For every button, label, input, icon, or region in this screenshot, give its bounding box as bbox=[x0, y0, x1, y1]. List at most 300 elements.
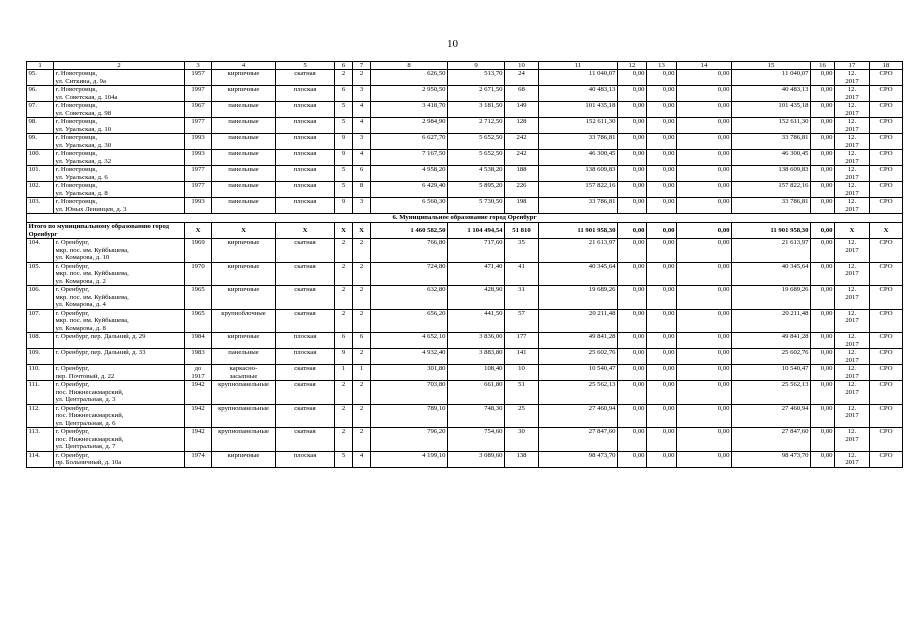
table-cell: 3 089,60 bbox=[448, 451, 505, 467]
row-number: 112. bbox=[27, 404, 54, 428]
table-cell: панельные bbox=[212, 182, 276, 198]
table-cell: 40 483,13 bbox=[732, 86, 811, 102]
table-row bbox=[27, 262, 903, 286]
table-cell: 1 bbox=[335, 365, 353, 381]
table-cell: 12. 2017 bbox=[835, 239, 870, 263]
column-number: 12 bbox=[618, 62, 647, 70]
table-cell: кирпичные bbox=[212, 286, 276, 310]
table-cell: 1974 bbox=[185, 451, 212, 467]
column-number: 8 bbox=[371, 62, 448, 70]
table-cell: 242 bbox=[505, 134, 539, 150]
table-cell: 6 bbox=[335, 333, 353, 349]
table-cell: 0,00 bbox=[677, 198, 732, 214]
table-cell: СРО bbox=[870, 150, 903, 166]
row-number: 104. bbox=[27, 239, 54, 263]
table-cell: 12. 2017 bbox=[835, 150, 870, 166]
table-cell: СРО bbox=[870, 365, 903, 381]
table-cell: 11 040,07 bbox=[732, 70, 811, 86]
table-cell: 25 602,76 bbox=[732, 349, 811, 365]
table-cell: 2 bbox=[353, 286, 371, 310]
table-cell: 0,00 bbox=[811, 150, 835, 166]
table-cell: 5 bbox=[335, 166, 353, 182]
table-cell: 0,00 bbox=[618, 309, 647, 333]
column-number: 16 bbox=[811, 62, 835, 70]
table-cell: 0,00 bbox=[677, 286, 732, 310]
table-cell: 0,00 bbox=[647, 86, 677, 102]
table-cell: плоская bbox=[276, 134, 335, 150]
table-cell: 632,80 bbox=[371, 286, 448, 310]
table-cell: панельные bbox=[212, 198, 276, 214]
table-cell: 2 671,50 bbox=[448, 86, 505, 102]
row-number: 100. bbox=[27, 150, 54, 166]
table-cell: панельные bbox=[212, 102, 276, 118]
table-cell: СРО bbox=[870, 309, 903, 333]
table-cell: 12. 2017 bbox=[835, 262, 870, 286]
table-cell: 41 bbox=[505, 262, 539, 286]
table-cell: 2 bbox=[335, 262, 353, 286]
table-cell: 108,40 bbox=[448, 365, 505, 381]
table-cell: 1983 bbox=[185, 349, 212, 365]
table-cell: 138 bbox=[505, 451, 539, 467]
table-cell: 40 345,64 bbox=[539, 262, 618, 286]
table-cell: 5 bbox=[335, 451, 353, 467]
table-cell: 12. 2017 bbox=[835, 102, 870, 118]
table-cell: СРО bbox=[870, 118, 903, 134]
table-row bbox=[27, 309, 903, 333]
table-cell: 0,00 bbox=[811, 118, 835, 134]
column-number: 5 bbox=[276, 62, 335, 70]
table-cell: 0,00 bbox=[647, 333, 677, 349]
table-cell: 21 613,97 bbox=[732, 239, 811, 263]
table-cell: крупноблочные bbox=[212, 309, 276, 333]
row-number: 97. bbox=[27, 102, 54, 118]
table-cell: 0,00 bbox=[677, 349, 732, 365]
table-cell: 2 bbox=[353, 349, 371, 365]
table-cell: 0,00 bbox=[811, 286, 835, 310]
table-cell: 0,00 bbox=[647, 404, 677, 428]
table-cell: 152 611,30 bbox=[732, 118, 811, 134]
table-cell: кирпичные bbox=[212, 262, 276, 286]
table-cell: 0,00 bbox=[618, 365, 647, 381]
table-cell: скатная bbox=[276, 70, 335, 86]
table-cell: скатная bbox=[276, 365, 335, 381]
table-cell: 0,00 bbox=[811, 134, 835, 150]
total-cell: 11 901 958,30 bbox=[732, 223, 811, 239]
table-cell: 2 712,50 bbox=[448, 118, 505, 134]
table-cell: 724,80 bbox=[371, 262, 448, 286]
table-cell: кирпичные bbox=[212, 451, 276, 467]
section-title: 6. Муниципальное образование город Оренбург bbox=[27, 214, 903, 223]
table-cell: плоская bbox=[276, 86, 335, 102]
table-cell: 0,00 bbox=[811, 182, 835, 198]
table-cell: 46 300,45 bbox=[539, 150, 618, 166]
table-cell: 0,00 bbox=[677, 182, 732, 198]
row-number: 106. bbox=[27, 286, 54, 310]
column-number: 14 bbox=[677, 62, 732, 70]
table-row bbox=[27, 86, 903, 102]
table-cell: 717,60 bbox=[448, 239, 505, 263]
table-cell: 0,00 bbox=[618, 150, 647, 166]
table-cell: 626,50 bbox=[371, 70, 448, 86]
table-cell: СРО bbox=[870, 102, 903, 118]
table-cell: 2 bbox=[335, 381, 353, 405]
address-cell: г. Оренбург, пер. Дальний, д. 29 bbox=[54, 333, 185, 349]
column-number: 18 bbox=[870, 62, 903, 70]
table-cell: СРО bbox=[870, 333, 903, 349]
row-number: 96. bbox=[27, 86, 54, 102]
table-cell: 0,00 bbox=[618, 381, 647, 405]
row-number: 114. bbox=[27, 451, 54, 467]
table-cell: 9 bbox=[335, 150, 353, 166]
row-number: 109. bbox=[27, 349, 54, 365]
table-cell: 0,00 bbox=[811, 166, 835, 182]
total-cell: Х bbox=[835, 223, 870, 239]
table-cell: 3 bbox=[353, 134, 371, 150]
table-cell: 0,00 bbox=[618, 262, 647, 286]
table-cell: 0,00 bbox=[811, 349, 835, 365]
table-cell: панельные bbox=[212, 150, 276, 166]
table-cell: 10 540,47 bbox=[732, 365, 811, 381]
table-cell: 0,00 bbox=[811, 70, 835, 86]
table-row bbox=[27, 349, 903, 365]
table-cell: 12. 2017 bbox=[835, 309, 870, 333]
table-cell: 0,00 bbox=[618, 134, 647, 150]
table-cell: кирпичные bbox=[212, 333, 276, 349]
address-cell: г. Новотроицк, ул. Советская, д. 104а bbox=[54, 86, 185, 102]
table-cell: 0,00 bbox=[677, 333, 732, 349]
table-cell: 0,00 bbox=[811, 262, 835, 286]
table-cell: 12. 2017 bbox=[835, 166, 870, 182]
row-number: 107. bbox=[27, 309, 54, 333]
table-cell: 0,00 bbox=[647, 451, 677, 467]
table-cell: 0,00 bbox=[647, 182, 677, 198]
table-row bbox=[27, 182, 903, 198]
table-cell: 12. 2017 bbox=[835, 428, 870, 452]
table-cell: 12. 2017 bbox=[835, 70, 870, 86]
table-cell: 12. 2017 bbox=[835, 349, 870, 365]
table-cell: 0,00 bbox=[647, 102, 677, 118]
table-cell: 4 199,10 bbox=[371, 451, 448, 467]
table-cell: 2 bbox=[335, 70, 353, 86]
table-cell: 4 538,20 bbox=[448, 166, 505, 182]
row-number: 99. bbox=[27, 134, 54, 150]
table-cell: 2 bbox=[353, 381, 371, 405]
table-cell: 12. 2017 bbox=[835, 182, 870, 198]
table-cell: 766,80 bbox=[371, 239, 448, 263]
table-cell: 157 822,16 bbox=[539, 182, 618, 198]
column-number: 7 bbox=[353, 62, 371, 70]
table-cell: скатная bbox=[276, 381, 335, 405]
total-cell: Х bbox=[353, 223, 371, 239]
section-title-row bbox=[27, 214, 903, 223]
table-cell: панельные bbox=[212, 166, 276, 182]
table-cell: 9 bbox=[335, 134, 353, 150]
table-cell: 157 822,16 bbox=[732, 182, 811, 198]
table-cell: 49 841,28 bbox=[732, 333, 811, 349]
table-cell: 33 786,81 bbox=[732, 198, 811, 214]
table-cell: 2 bbox=[353, 262, 371, 286]
table-cell: скатная bbox=[276, 309, 335, 333]
table-cell: плоская bbox=[276, 333, 335, 349]
table-cell: 128 bbox=[505, 118, 539, 134]
column-number: 10 bbox=[505, 62, 539, 70]
table-cell: 33 786,81 bbox=[539, 198, 618, 214]
address-cell: г. Оренбург, пос. Нижнесакмарский, ул. Центральная, д. 3 bbox=[54, 381, 185, 405]
table-cell: СРО bbox=[870, 166, 903, 182]
total-cell: 0,00 bbox=[618, 223, 647, 239]
table-cell: 0,00 bbox=[647, 70, 677, 86]
table-cell: 0,00 bbox=[677, 70, 732, 86]
table-cell: 0,00 bbox=[618, 239, 647, 263]
table-cell: 0,00 bbox=[647, 286, 677, 310]
table-cell: СРО bbox=[870, 451, 903, 467]
row-number: 95. bbox=[27, 70, 54, 86]
table-cell: 138 609,83 bbox=[732, 166, 811, 182]
table-cell: 19 689,26 bbox=[732, 286, 811, 310]
table-cell: 2 bbox=[353, 428, 371, 452]
table-cell: 0,00 bbox=[618, 118, 647, 134]
table-cell: 0,00 bbox=[618, 86, 647, 102]
table-cell: СРО bbox=[870, 70, 903, 86]
table-cell: 51 bbox=[505, 381, 539, 405]
column-number: 11 bbox=[539, 62, 618, 70]
table-cell: 2 bbox=[335, 239, 353, 263]
table-cell: 33 786,81 bbox=[732, 134, 811, 150]
table-cell: кирпичные bbox=[212, 239, 276, 263]
table-cell: 1942 bbox=[185, 404, 212, 428]
table-cell: 0,00 bbox=[618, 182, 647, 198]
table-cell: 12. 2017 bbox=[835, 86, 870, 102]
table-cell: 0,00 bbox=[647, 428, 677, 452]
address-cell: г. Новотроицк, ул. Уральская, д. 8 bbox=[54, 182, 185, 198]
table-cell: 12. 2017 bbox=[835, 118, 870, 134]
table-cell: 3 181,50 bbox=[448, 102, 505, 118]
table-cell: 40 483,13 bbox=[539, 86, 618, 102]
table-cell: 0,00 bbox=[677, 404, 732, 428]
table-cell: 1957 bbox=[185, 70, 212, 86]
address-cell: г. Оренбург, мкр. пос. им. Куйбышева, ул. Комарова, д. 10 bbox=[54, 239, 185, 263]
table-cell: плоская bbox=[276, 182, 335, 198]
table-cell: 24 bbox=[505, 70, 539, 86]
table-cell: 7 167,50 bbox=[371, 150, 448, 166]
table-cell: 226 bbox=[505, 182, 539, 198]
table-cell: 0,00 bbox=[811, 198, 835, 214]
table-row bbox=[27, 118, 903, 134]
table-cell: 188 bbox=[505, 166, 539, 182]
table-cell: 0,00 bbox=[677, 365, 732, 381]
table-cell: панельные bbox=[212, 134, 276, 150]
table-cell: 0,00 bbox=[647, 262, 677, 286]
total-cell: 0,00 bbox=[677, 223, 732, 239]
table-cell: 2 bbox=[353, 70, 371, 86]
table-row bbox=[27, 150, 903, 166]
table-cell: 1965 bbox=[185, 309, 212, 333]
table-cell: 1993 bbox=[185, 134, 212, 150]
table-cell: 0,00 bbox=[811, 451, 835, 467]
column-number: 17 bbox=[835, 62, 870, 70]
table-cell: 0,00 bbox=[677, 102, 732, 118]
table-cell: 25 602,76 bbox=[539, 349, 618, 365]
table-cell: 2 bbox=[335, 286, 353, 310]
table-cell: 46 300,45 bbox=[732, 150, 811, 166]
total-cell: Х bbox=[276, 223, 335, 239]
total-cell: 1 104 494,54 bbox=[448, 223, 505, 239]
table-cell: 98 473,70 bbox=[539, 451, 618, 467]
table-cell: 12. 2017 bbox=[835, 134, 870, 150]
table-cell: СРО bbox=[870, 134, 903, 150]
table-cell: 1984 bbox=[185, 333, 212, 349]
table-cell: 2 bbox=[335, 309, 353, 333]
table-cell: СРО bbox=[870, 349, 903, 365]
table-cell: 138 609,83 bbox=[539, 166, 618, 182]
table-cell: 141 bbox=[505, 349, 539, 365]
table-cell: 5 bbox=[335, 118, 353, 134]
table-cell: 198 bbox=[505, 198, 539, 214]
table-cell: 1977 bbox=[185, 166, 212, 182]
table-cell: 789,10 bbox=[371, 404, 448, 428]
table-cell: 20 211,48 bbox=[732, 309, 811, 333]
table-cell: 796,20 bbox=[371, 428, 448, 452]
address-cell: г. Новотроицк, ул. Уральская, д. 6 bbox=[54, 166, 185, 182]
table-row bbox=[27, 365, 903, 381]
table-cell: 27 847,60 bbox=[539, 428, 618, 452]
total-cell: 51 810 bbox=[505, 223, 539, 239]
table-cell: плоская bbox=[276, 451, 335, 467]
table-cell: СРО bbox=[870, 286, 903, 310]
total-cell: 0,00 bbox=[647, 223, 677, 239]
table-row bbox=[27, 428, 903, 452]
table-cell: 301,80 bbox=[371, 365, 448, 381]
table-cell: 25 562,13 bbox=[732, 381, 811, 405]
table-row bbox=[27, 134, 903, 150]
address-cell: г. Новотроицк, ул. Уральская, д. 30 bbox=[54, 134, 185, 150]
table-cell: 31 bbox=[505, 286, 539, 310]
row-number: 111. bbox=[27, 381, 54, 405]
table-cell: СРО bbox=[870, 86, 903, 102]
table-cell: 20 211,48 bbox=[539, 309, 618, 333]
table-cell: СРО bbox=[870, 182, 903, 198]
row-number: 108. bbox=[27, 333, 54, 349]
table-cell: 9 bbox=[335, 349, 353, 365]
table-cell: 0,00 bbox=[811, 381, 835, 405]
table-cell: 2 bbox=[335, 404, 353, 428]
table-cell: 6 bbox=[353, 333, 371, 349]
table-cell: 10 540,47 bbox=[539, 365, 618, 381]
table-cell: 9 bbox=[335, 198, 353, 214]
table-cell: 0,00 bbox=[618, 333, 647, 349]
row-number: 102. bbox=[27, 182, 54, 198]
column-number: 13 bbox=[647, 62, 677, 70]
table-cell: 0,00 bbox=[618, 198, 647, 214]
table-cell: 4 bbox=[353, 150, 371, 166]
table-cell: 2 950,50 bbox=[371, 86, 448, 102]
table-row bbox=[27, 286, 903, 310]
table-cell: 0,00 bbox=[618, 404, 647, 428]
table-cell: 2 bbox=[335, 428, 353, 452]
table-cell: 0,00 bbox=[618, 70, 647, 86]
table-cell: 57 bbox=[505, 309, 539, 333]
table-cell: 4 932,40 bbox=[371, 349, 448, 365]
table-cell: 5 730,50 bbox=[448, 198, 505, 214]
total-cell: 0,00 bbox=[811, 223, 835, 239]
table-cell: панельные bbox=[212, 118, 276, 134]
table-cell: 0,00 bbox=[677, 262, 732, 286]
table-cell: 12. 2017 bbox=[835, 286, 870, 310]
table-cell: 0,00 bbox=[677, 150, 732, 166]
table-cell: 1967 bbox=[185, 102, 212, 118]
table-cell: 0,00 bbox=[811, 404, 835, 428]
table-cell: 0,00 bbox=[647, 239, 677, 263]
table-cell: 21 613,97 bbox=[539, 239, 618, 263]
table-cell: 1993 bbox=[185, 198, 212, 214]
table-row bbox=[27, 166, 903, 182]
table-cell: 4 652,10 bbox=[371, 333, 448, 349]
row-number: 101. bbox=[27, 166, 54, 182]
address-cell: г. Оренбург, мкр. пос. им. Куйбышева, ул. Комарова, д. 2 bbox=[54, 262, 185, 286]
table-cell: СРО bbox=[870, 262, 903, 286]
table-cell: 3 bbox=[353, 86, 371, 102]
table-cell: крупнопанельные bbox=[212, 404, 276, 428]
table-cell: 5 652,50 bbox=[448, 150, 505, 166]
table-row bbox=[27, 239, 903, 263]
table-cell: 149 bbox=[505, 102, 539, 118]
table-cell: СРО bbox=[870, 404, 903, 428]
table-row bbox=[27, 102, 903, 118]
table-cell: 25 bbox=[505, 404, 539, 428]
table-cell: 4 bbox=[353, 118, 371, 134]
table-row bbox=[27, 381, 903, 405]
table-cell: 4 958,20 bbox=[371, 166, 448, 182]
address-cell: г. Оренбург, мкр. пос. им. Куйбышева, ул. Комарова, д. 8 bbox=[54, 309, 185, 333]
table-cell: 12. 2017 bbox=[835, 365, 870, 381]
table-cell: плоская bbox=[276, 166, 335, 182]
total-cell: Х bbox=[870, 223, 903, 239]
table-cell: 1993 bbox=[185, 150, 212, 166]
table-cell: 40 345,64 bbox=[732, 262, 811, 286]
table-cell: плоская bbox=[276, 198, 335, 214]
address-cell: г. Новотроицк, ул. Советская, д. 98 bbox=[54, 102, 185, 118]
table-cell: 11 040,07 bbox=[539, 70, 618, 86]
column-number: 9 bbox=[448, 62, 505, 70]
table-cell: 12. 2017 bbox=[835, 333, 870, 349]
address-cell: г. Новотроицк, ул. Юных Ленинцев, д. 3 bbox=[54, 198, 185, 214]
table-cell: 19 689,26 bbox=[539, 286, 618, 310]
table-cell: 101 435,18 bbox=[732, 102, 811, 118]
address-cell: г. Новотроицк, ул. Уральская, д. 32 bbox=[54, 150, 185, 166]
table-cell: 0,00 bbox=[647, 118, 677, 134]
table-cell: 6 bbox=[353, 166, 371, 182]
table-cell: 8 bbox=[353, 182, 371, 198]
table-cell: панельные bbox=[212, 349, 276, 365]
table-row bbox=[27, 451, 903, 467]
address-cell: г. Оренбург, пр. Больничный, д. 10а bbox=[54, 451, 185, 467]
table-cell: скатная bbox=[276, 404, 335, 428]
table-cell: 27 460,94 bbox=[539, 404, 618, 428]
table-cell: 25 562,13 bbox=[539, 381, 618, 405]
table-cell: 2 bbox=[353, 404, 371, 428]
table-cell: 0,00 bbox=[677, 381, 732, 405]
column-number: 2 bbox=[54, 62, 185, 70]
table-cell: плоская bbox=[276, 118, 335, 134]
table-cell: 0,00 bbox=[647, 365, 677, 381]
table-cell: 5 bbox=[335, 102, 353, 118]
table-cell: 0,00 bbox=[811, 239, 835, 263]
table-cell: 4 bbox=[353, 451, 371, 467]
table-cell: 27 847,60 bbox=[732, 428, 811, 452]
table-cell: 0,00 bbox=[647, 134, 677, 150]
table-cell: 0,00 bbox=[618, 286, 647, 310]
table-cell: 0,00 bbox=[677, 86, 732, 102]
